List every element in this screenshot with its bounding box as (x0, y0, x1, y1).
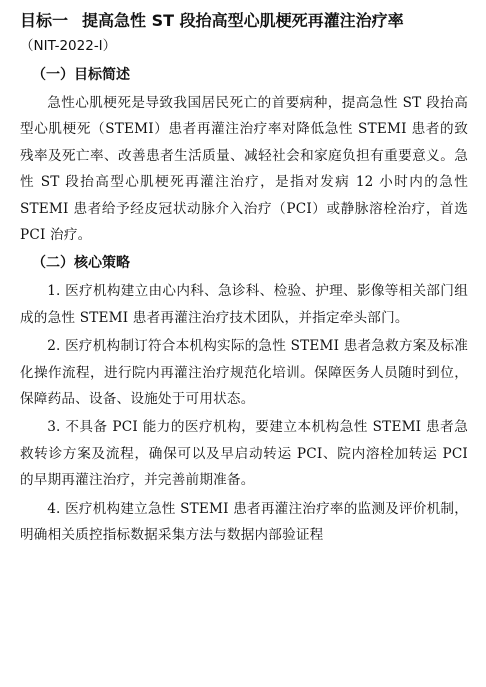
goal-label: 目标一 (20, 11, 69, 30)
strategy-item-3: 3. 不具备 PCI 能力的医疗机构，要建立本机构急性 STEMI 患者急救转诊方案及流程，确保可以及早启动转运 PCI、院内溶栓加转运 PCI 的早期再灌注治疗，并完善前期准备。 (20, 419, 468, 489)
strategy-item-1: 1. 医疗机构建立由心内科、急诊科、检验、护理、影像等相关部门组成的急性 STEMI 患者再灌注治疗技术团队，并指定牵头部门。 (20, 283, 468, 326)
goal-title (20, 8, 468, 34)
strategy-item-2: 2. 医疗机构制订符合本机构实际的急性 STEMI 患者急救方案及标准化操作流程，进行院内再灌注治疗规范化培训。保障医务人员随时到位，保障药品、设备、设施处于可用状态。 (20, 338, 468, 408)
strategy-item-4: 4. 医疗机构建立急性 STEMI 患者再灌注治疗率的监测及评价机制，明确相关质控指标数据采集方法与数据内部验证程 (20, 500, 468, 544)
goal-code: （NIT-2022-Ⅰ） (20, 38, 117, 54)
section-heading-core-strategy: （二）核心策略 (32, 255, 130, 272)
overview-paragraph: 急性心肌梗死是导致我国居民死亡的首要病种，提高急性 ST 段抬高型心肌梗死（STEMI）患者再灌注治疗率对降低急性 STEMI 患者的致残率及死亡率、改善患者生活质量、减轻社会和家庭负担有重要意义。急性 ST 段抬高型心肌梗死再灌注治疗，是指对发病 12 小时内的急性 STEMI 患者给予经皮冠状动脉介入治疗（PCI）或静脉溶栓治疗，首选 PCI 治疗。 (20, 95, 468, 244)
goal-title-text: 提高急性 ST 段抬高型心肌梗死再灌注治疗率 (82, 11, 404, 30)
section-heading-overview: （一）目标简述 (32, 67, 130, 83)
